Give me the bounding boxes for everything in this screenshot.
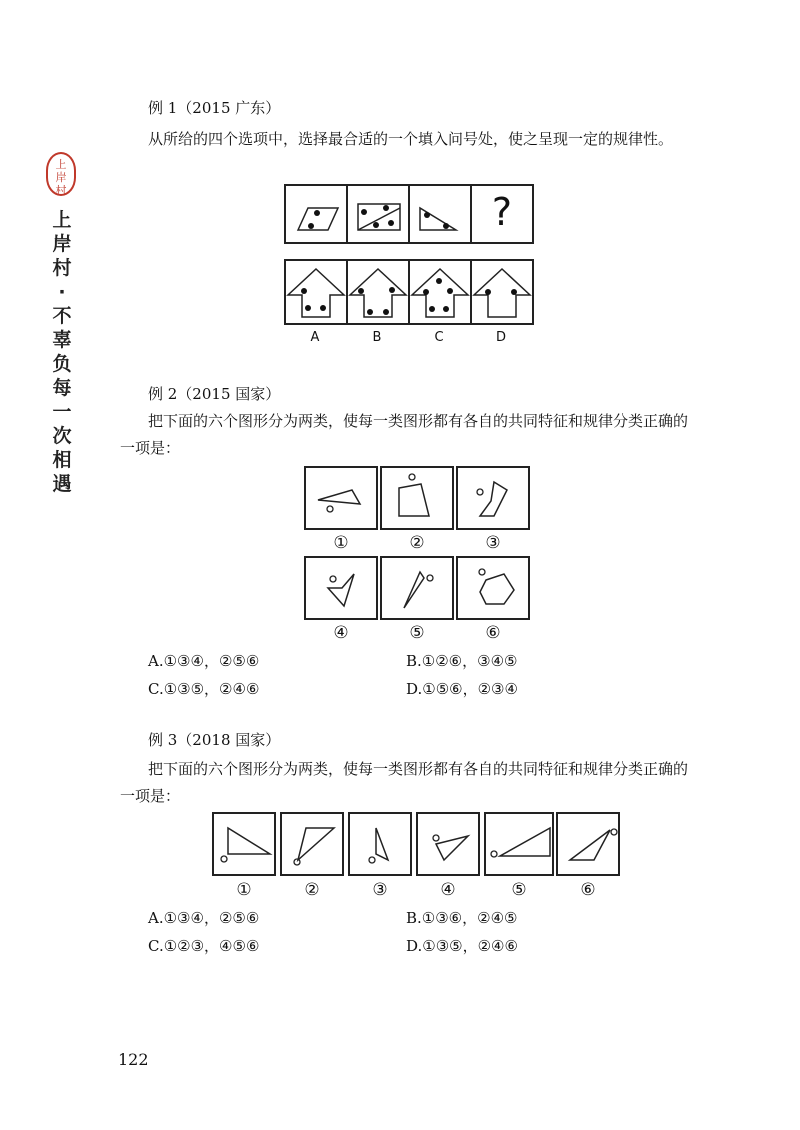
example2-heading: 例 2（2015 国家） xyxy=(148,385,281,403)
ex2-figure-label: ⑤ xyxy=(409,623,425,643)
ex1-q-figure-2 xyxy=(346,184,410,244)
motto-char: 上 xyxy=(52,209,72,231)
ex1-q-figure-3 xyxy=(408,184,472,244)
ex2-figure-3 xyxy=(456,466,530,530)
example3-question: 把下面的六个图形分为两类，使每一类图形都有各自的共同特征和规律分类正确的一项是： xyxy=(120,760,689,805)
brand-seal xyxy=(46,152,76,196)
motto-char: 遇 xyxy=(52,473,72,495)
ex2-figure-label: ① xyxy=(333,533,349,553)
ex3-option-a: A.①③④，②⑤⑥ xyxy=(148,909,260,927)
ex3-figure-label: ④ xyxy=(440,880,456,900)
example3-heading: 例 3（2018 国家） xyxy=(148,731,281,749)
ex1-option-label: A xyxy=(310,330,320,345)
ex2-figure-label: ② xyxy=(409,533,425,553)
motto-char: 一 xyxy=(52,401,72,423)
seal-char: 岸 xyxy=(55,171,67,184)
ex2-figure-2 xyxy=(380,466,454,530)
ex3-figure-4 xyxy=(416,812,480,876)
ex3-figure-label: ② xyxy=(304,880,320,900)
ex2-figure-label: ④ xyxy=(333,623,349,643)
seal-char: 上 xyxy=(55,158,67,171)
ex1-option-label: D xyxy=(495,330,506,345)
motto-char: 负 xyxy=(52,353,72,375)
example1-heading: 例 1（2015 广东） xyxy=(148,99,281,117)
ex2-figure-4 xyxy=(304,556,378,620)
ex1-option-b xyxy=(346,259,410,325)
ex3-figure-label: ③ xyxy=(372,880,388,900)
ex2-option-a: A.①③④，②⑤⑥ xyxy=(148,652,260,670)
ex1-q-figure-4 xyxy=(470,184,534,244)
ex3-option-b: B.①③⑥，②④⑤ xyxy=(406,909,518,927)
ex1-option-c xyxy=(408,259,472,325)
ex2-option-c: C.①③⑤，②④⑥ xyxy=(148,680,260,698)
ex2-option-b: B.①②⑥，③④⑤ xyxy=(406,652,518,670)
page-number: 122 xyxy=(118,1050,149,1069)
motto-char: 相 xyxy=(52,449,72,471)
motto-char: 岸 xyxy=(52,233,72,255)
ex2-figure-5 xyxy=(380,556,454,620)
ex2-option-d: D.①⑤⑥，②③④ xyxy=(406,680,518,698)
ex3-option-d: D.①③⑤，②④⑥ xyxy=(406,937,518,955)
motto-char: 村 xyxy=(52,257,72,279)
example1-question-row xyxy=(284,184,534,244)
example1-option-row xyxy=(284,259,534,325)
ex1-option-a xyxy=(284,259,348,325)
ex2-figure-6 xyxy=(456,556,530,620)
ex2-figure-label: ⑥ xyxy=(485,623,501,643)
motto-char: · xyxy=(58,281,66,303)
motto-char: 辜 xyxy=(52,329,72,351)
ex1-option-d xyxy=(470,259,534,325)
vertical-motto xyxy=(50,208,74,496)
motto-char: 次 xyxy=(52,425,72,447)
ex1-option-label: B xyxy=(372,330,382,345)
motto-char: 不 xyxy=(52,305,72,327)
question-mark: ? xyxy=(491,190,513,234)
ex3-figure-label: ⑥ xyxy=(580,880,596,900)
ex3-figure-6 xyxy=(556,812,620,876)
ex1-q-figure-1 xyxy=(284,184,348,244)
ex1-option-label: C xyxy=(434,330,444,345)
example1-question: 从所给的四个选项中，选择最合适的一个填入问号处，使之呈现一定的规律性。 xyxy=(148,130,674,148)
example2-question: 把下面的六个图形分为两类，使每一类图形都有各自的共同特征和规律分类正确的一项是： xyxy=(120,412,689,457)
ex2-figure-label: ③ xyxy=(485,533,501,553)
ex3-figure-3 xyxy=(348,812,412,876)
ex3-figure-1 xyxy=(212,812,276,876)
ex3-figure-2 xyxy=(280,812,344,876)
ex3-figure-5 xyxy=(484,812,554,876)
motto-char: 每 xyxy=(52,377,72,399)
ex3-option-c: C.①②③，④⑤⑥ xyxy=(148,937,260,955)
ex2-figure-1 xyxy=(304,466,378,530)
ex3-figure-label: ⑤ xyxy=(511,880,527,900)
seal-char: 村 xyxy=(55,184,67,197)
ex3-figure-label: ① xyxy=(236,880,252,900)
